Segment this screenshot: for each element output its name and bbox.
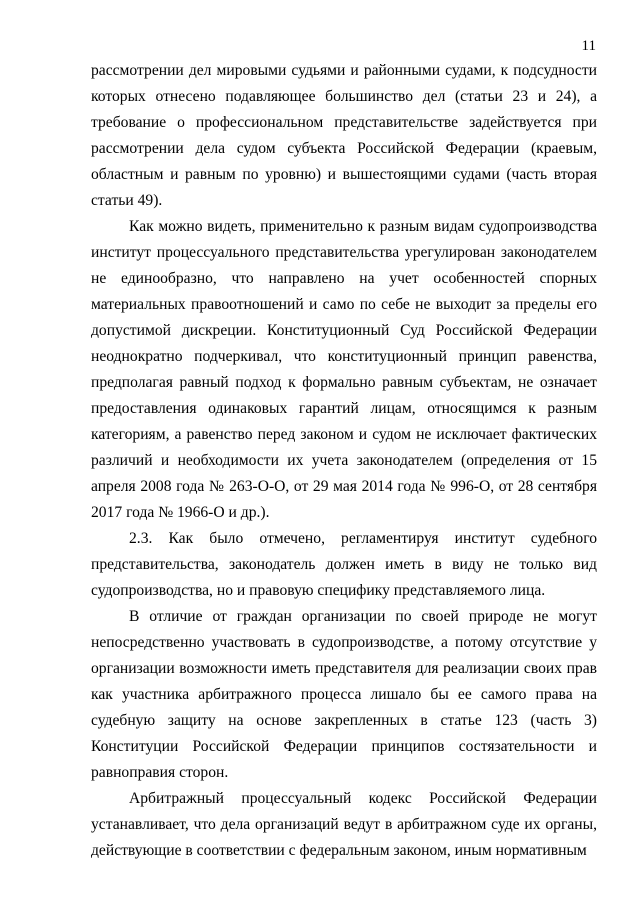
paragraph-organizations: В отличие от граждан организации по своей природе не могут непосредственно участвовать в судопроизводстве, а потому отсутствие у организации возможности иметь представителя для реализации своих прав как участника арбитражного процесса лишало бы ее самого права на судебную защиту на основе закрепленных в статье 123 (часть 3) Конституции Российской Федерации принципов состязательности и равноправия сторон. bbox=[91, 608, 597, 781]
page-number: 11 bbox=[581, 38, 596, 54]
document-body bbox=[91, 58, 597, 864]
paragraph-section-2-3: 2.3. Как было отмечено, регламентируя институт судебного представительства, законодатель должен иметь в виду не только вид судопроизводства, но и правовую специфику представляемого лица. bbox=[91, 530, 597, 599]
paragraph-equality-principle: Как можно видеть, применительно к разным видам судопроизводства институт процессуального представительства урегулирован законодателем не единообразно, что направлено на учет особенностей спорных материальных правоотношений и само по себе не выходит за пределы его допустимой дискреции. Конституционный Суд Российской Федерации неоднократно подчеркивал, что конституционный принцип равенства, предполагая равный подход к формально равным субъектам, не означает предоставления одинаковых гарантий лицам, относящимся к разным категориям, а равенство перед законом и судом не исключает фактических различий и необходимости их учета законодателем (определения от 15 апреля 2008 года № 263-О-О, от 29 мая 2014 года № 996-О, от 28 сентября 2017 года № 1966-О и др.). bbox=[91, 218, 597, 521]
paragraph-continuation: рассмотрении дел мировыми судьями и районными судами, к подсудности которых отнесено подавляющее большинство дел (статьи 23 и 24), а требование о профессиональном представительстве задействуется при рассмотрении дела судом субъекта Российской Федерации (краевым, областным и равным по уровню) и вышестоящими судами (часть вторая статьи 49). bbox=[91, 62, 597, 209]
paragraph-arbitration-code: Арбитражный процессуальный кодекс Российской Федерации устанавливает, что дела организаций ведут в арбитражном суде их органы, действующие в соответствии с федеральным законом, иным нормативным bbox=[91, 790, 597, 859]
